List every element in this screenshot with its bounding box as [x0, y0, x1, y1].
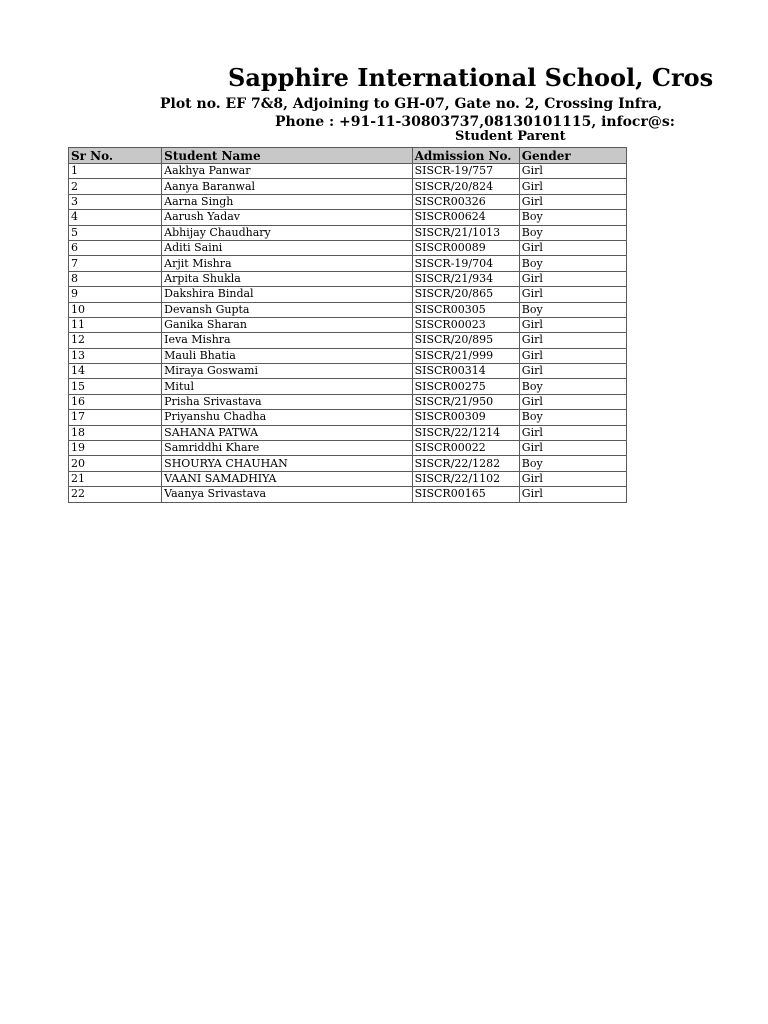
- cell-gender[interactable]: Girl: [519, 364, 626, 379]
- table-row: [69, 410, 627, 425]
- table-body: [69, 164, 627, 503]
- cell-gender[interactable]: Girl: [519, 194, 626, 209]
- cell-student-name[interactable]: Aakhya Panwar: [162, 164, 412, 179]
- cell-admission-no[interactable]: SISCR/22/1282: [412, 456, 519, 471]
- cell-admission-no[interactable]: SISCR/20/824: [412, 179, 519, 194]
- column-header-student-name[interactable]: Student Name: [162, 148, 412, 164]
- cell-sr-no[interactable]: 2: [69, 179, 162, 194]
- table-row: [69, 164, 627, 179]
- cell-gender[interactable]: Girl: [519, 271, 626, 286]
- cell-sr-no[interactable]: 20: [69, 456, 162, 471]
- column-header-gender[interactable]: Gender: [519, 148, 626, 164]
- cell-sr-no[interactable]: 14: [69, 364, 162, 379]
- table-row: [69, 179, 627, 194]
- cell-student-name[interactable]: SAHANA PATWA: [162, 425, 412, 440]
- cell-gender[interactable]: Girl: [519, 394, 626, 409]
- cell-gender[interactable]: Girl: [519, 333, 626, 348]
- cell-student-name[interactable]: SHOURYA CHAUHAN: [162, 456, 412, 471]
- cell-admission-no[interactable]: SISCR00022: [412, 441, 519, 456]
- cell-student-name[interactable]: Aditi Saini: [162, 240, 412, 255]
- table-row: [69, 210, 627, 225]
- table-row: [69, 256, 627, 271]
- report-header: [0, 63, 714, 148]
- cell-sr-no[interactable]: 10: [69, 302, 162, 317]
- cell-sr-no[interactable]: 4: [69, 210, 162, 225]
- cell-gender[interactable]: Girl: [519, 425, 626, 440]
- table-row: [69, 348, 627, 363]
- cell-student-name[interactable]: Samriddhi Khare: [162, 441, 412, 456]
- cell-student-name[interactable]: Abhijay Chaudhary: [162, 225, 412, 240]
- cell-admission-no[interactable]: SISCR/22/1102: [412, 471, 519, 486]
- cell-gender[interactable]: Girl: [519, 240, 626, 255]
- cell-gender[interactable]: Boy: [519, 379, 626, 394]
- table-row: [69, 302, 627, 317]
- table-row: [69, 364, 627, 379]
- school-name: Sapphire International School, Cros: [228, 63, 714, 92]
- cell-sr-no[interactable]: 8: [69, 271, 162, 286]
- table-header-row: [69, 148, 627, 164]
- report-title: Student Parent: [455, 129, 566, 144]
- cell-admission-no[interactable]: SISCR00624: [412, 210, 519, 225]
- cell-admission-no[interactable]: SISCR00089: [412, 240, 519, 255]
- table-row: [69, 225, 627, 240]
- cell-admission-no[interactable]: SISCR/21/950: [412, 394, 519, 409]
- cell-sr-no[interactable]: 12: [69, 333, 162, 348]
- cell-gender[interactable]: Girl: [519, 317, 626, 332]
- school-contact: Phone : +91-11-30803737,08130101115, infocr@s:: [275, 114, 675, 130]
- cell-gender[interactable]: Girl: [519, 164, 626, 179]
- cell-sr-no[interactable]: 19: [69, 441, 162, 456]
- cell-sr-no[interactable]: 9: [69, 287, 162, 302]
- cell-gender[interactable]: Boy: [519, 225, 626, 240]
- table-row: [69, 333, 627, 348]
- cell-student-name[interactable]: Miraya Goswami: [162, 364, 412, 379]
- cell-student-name[interactable]: Prisha Srivastava: [162, 394, 412, 409]
- cell-sr-no[interactable]: 17: [69, 410, 162, 425]
- cell-gender[interactable]: Girl: [519, 487, 626, 502]
- table-row: [69, 487, 627, 502]
- column-header-admission-no[interactable]: Admission No.: [412, 148, 519, 164]
- table-row: [69, 394, 627, 409]
- cell-gender[interactable]: Boy: [519, 210, 626, 225]
- table-row: [69, 317, 627, 332]
- cell-student-name[interactable]: Arpita Shukla: [162, 271, 412, 286]
- cell-admission-no[interactable]: SISCR/20/865: [412, 287, 519, 302]
- cell-admission-no[interactable]: SISCR/22/1214: [412, 425, 519, 440]
- cell-sr-no[interactable]: 3: [69, 194, 162, 209]
- cell-sr-no[interactable]: 18: [69, 425, 162, 440]
- cell-gender[interactable]: Girl: [519, 348, 626, 363]
- cell-student-name[interactable]: Devansh Gupta: [162, 302, 412, 317]
- student-table: [68, 147, 627, 503]
- cell-gender[interactable]: Girl: [519, 179, 626, 194]
- cell-sr-no[interactable]: 5: [69, 225, 162, 240]
- cell-gender[interactable]: Boy: [519, 410, 626, 425]
- cell-gender[interactable]: Boy: [519, 256, 626, 271]
- cell-student-name[interactable]: Mitul: [162, 379, 412, 394]
- table-row: [69, 194, 627, 209]
- cell-sr-no[interactable]: 16: [69, 394, 162, 409]
- cell-student-name[interactable]: Priyanshu Chadha: [162, 410, 412, 425]
- cell-student-name[interactable]: Arjit Mishra: [162, 256, 412, 271]
- cell-admission-no[interactable]: SISCR00314: [412, 364, 519, 379]
- cell-admission-no[interactable]: SISCR00305: [412, 302, 519, 317]
- cell-admission-no[interactable]: SISCR00275: [412, 379, 519, 394]
- cell-sr-no[interactable]: 6: [69, 240, 162, 255]
- cell-admission-no[interactable]: SISCR/21/999: [412, 348, 519, 363]
- cell-gender[interactable]: Boy: [519, 456, 626, 471]
- cell-gender[interactable]: Girl: [519, 471, 626, 486]
- cell-admission-no[interactable]: SISCR/21/1013: [412, 225, 519, 240]
- cell-admission-no[interactable]: SISCR/20/895: [412, 333, 519, 348]
- cell-sr-no[interactable]: 15: [69, 379, 162, 394]
- cell-student-name[interactable]: Ganika Sharan: [162, 317, 412, 332]
- cell-student-name[interactable]: Vaanya Srivastava: [162, 487, 412, 502]
- table-row: [69, 441, 627, 456]
- cell-admission-no[interactable]: SISCR00309: [412, 410, 519, 425]
- cell-gender[interactable]: Girl: [519, 287, 626, 302]
- cell-student-name[interactable]: Mauli Bhatia: [162, 348, 412, 363]
- cell-student-name[interactable]: Aarna Singh: [162, 194, 412, 209]
- cell-gender[interactable]: Girl: [519, 441, 626, 456]
- cell-admission-no[interactable]: SISCR00326: [412, 194, 519, 209]
- cell-admission-no[interactable]: SISCR/21/934: [412, 271, 519, 286]
- cell-admission-no[interactable]: SISCR-19/757: [412, 164, 519, 179]
- cell-sr-no[interactable]: 7: [69, 256, 162, 271]
- cell-sr-no[interactable]: 1: [69, 164, 162, 179]
- table-row: [69, 240, 627, 255]
- cell-admission-no[interactable]: SISCR00023: [412, 317, 519, 332]
- cell-student-name[interactable]: VAANI SAMADHIYA: [162, 471, 412, 486]
- cell-sr-no[interactable]: 21: [69, 471, 162, 486]
- cell-sr-no[interactable]: 13: [69, 348, 162, 363]
- cell-student-name[interactable]: Dakshira Bindal: [162, 287, 412, 302]
- table-row: [69, 425, 627, 440]
- cell-admission-no[interactable]: SISCR00165: [412, 487, 519, 502]
- cell-sr-no[interactable]: 11: [69, 317, 162, 332]
- table-row: [69, 271, 627, 286]
- table-row: [69, 379, 627, 394]
- cell-student-name[interactable]: Aanya Baranwal: [162, 179, 412, 194]
- table-row: [69, 471, 627, 486]
- cell-admission-no[interactable]: SISCR-19/704: [412, 256, 519, 271]
- table-row: [69, 456, 627, 471]
- cell-gender[interactable]: Boy: [519, 302, 626, 317]
- cell-student-name[interactable]: Ieva Mishra: [162, 333, 412, 348]
- cell-student-name[interactable]: Aarush Yadav: [162, 210, 412, 225]
- cell-sr-no[interactable]: 22: [69, 487, 162, 502]
- school-address: Plot no. EF 7&8, Adjoining to GH-07, Gate no. 2, Crossing Infra,: [160, 96, 663, 112]
- column-header-sr-no[interactable]: Sr No.: [69, 148, 162, 164]
- table-row: [69, 287, 627, 302]
